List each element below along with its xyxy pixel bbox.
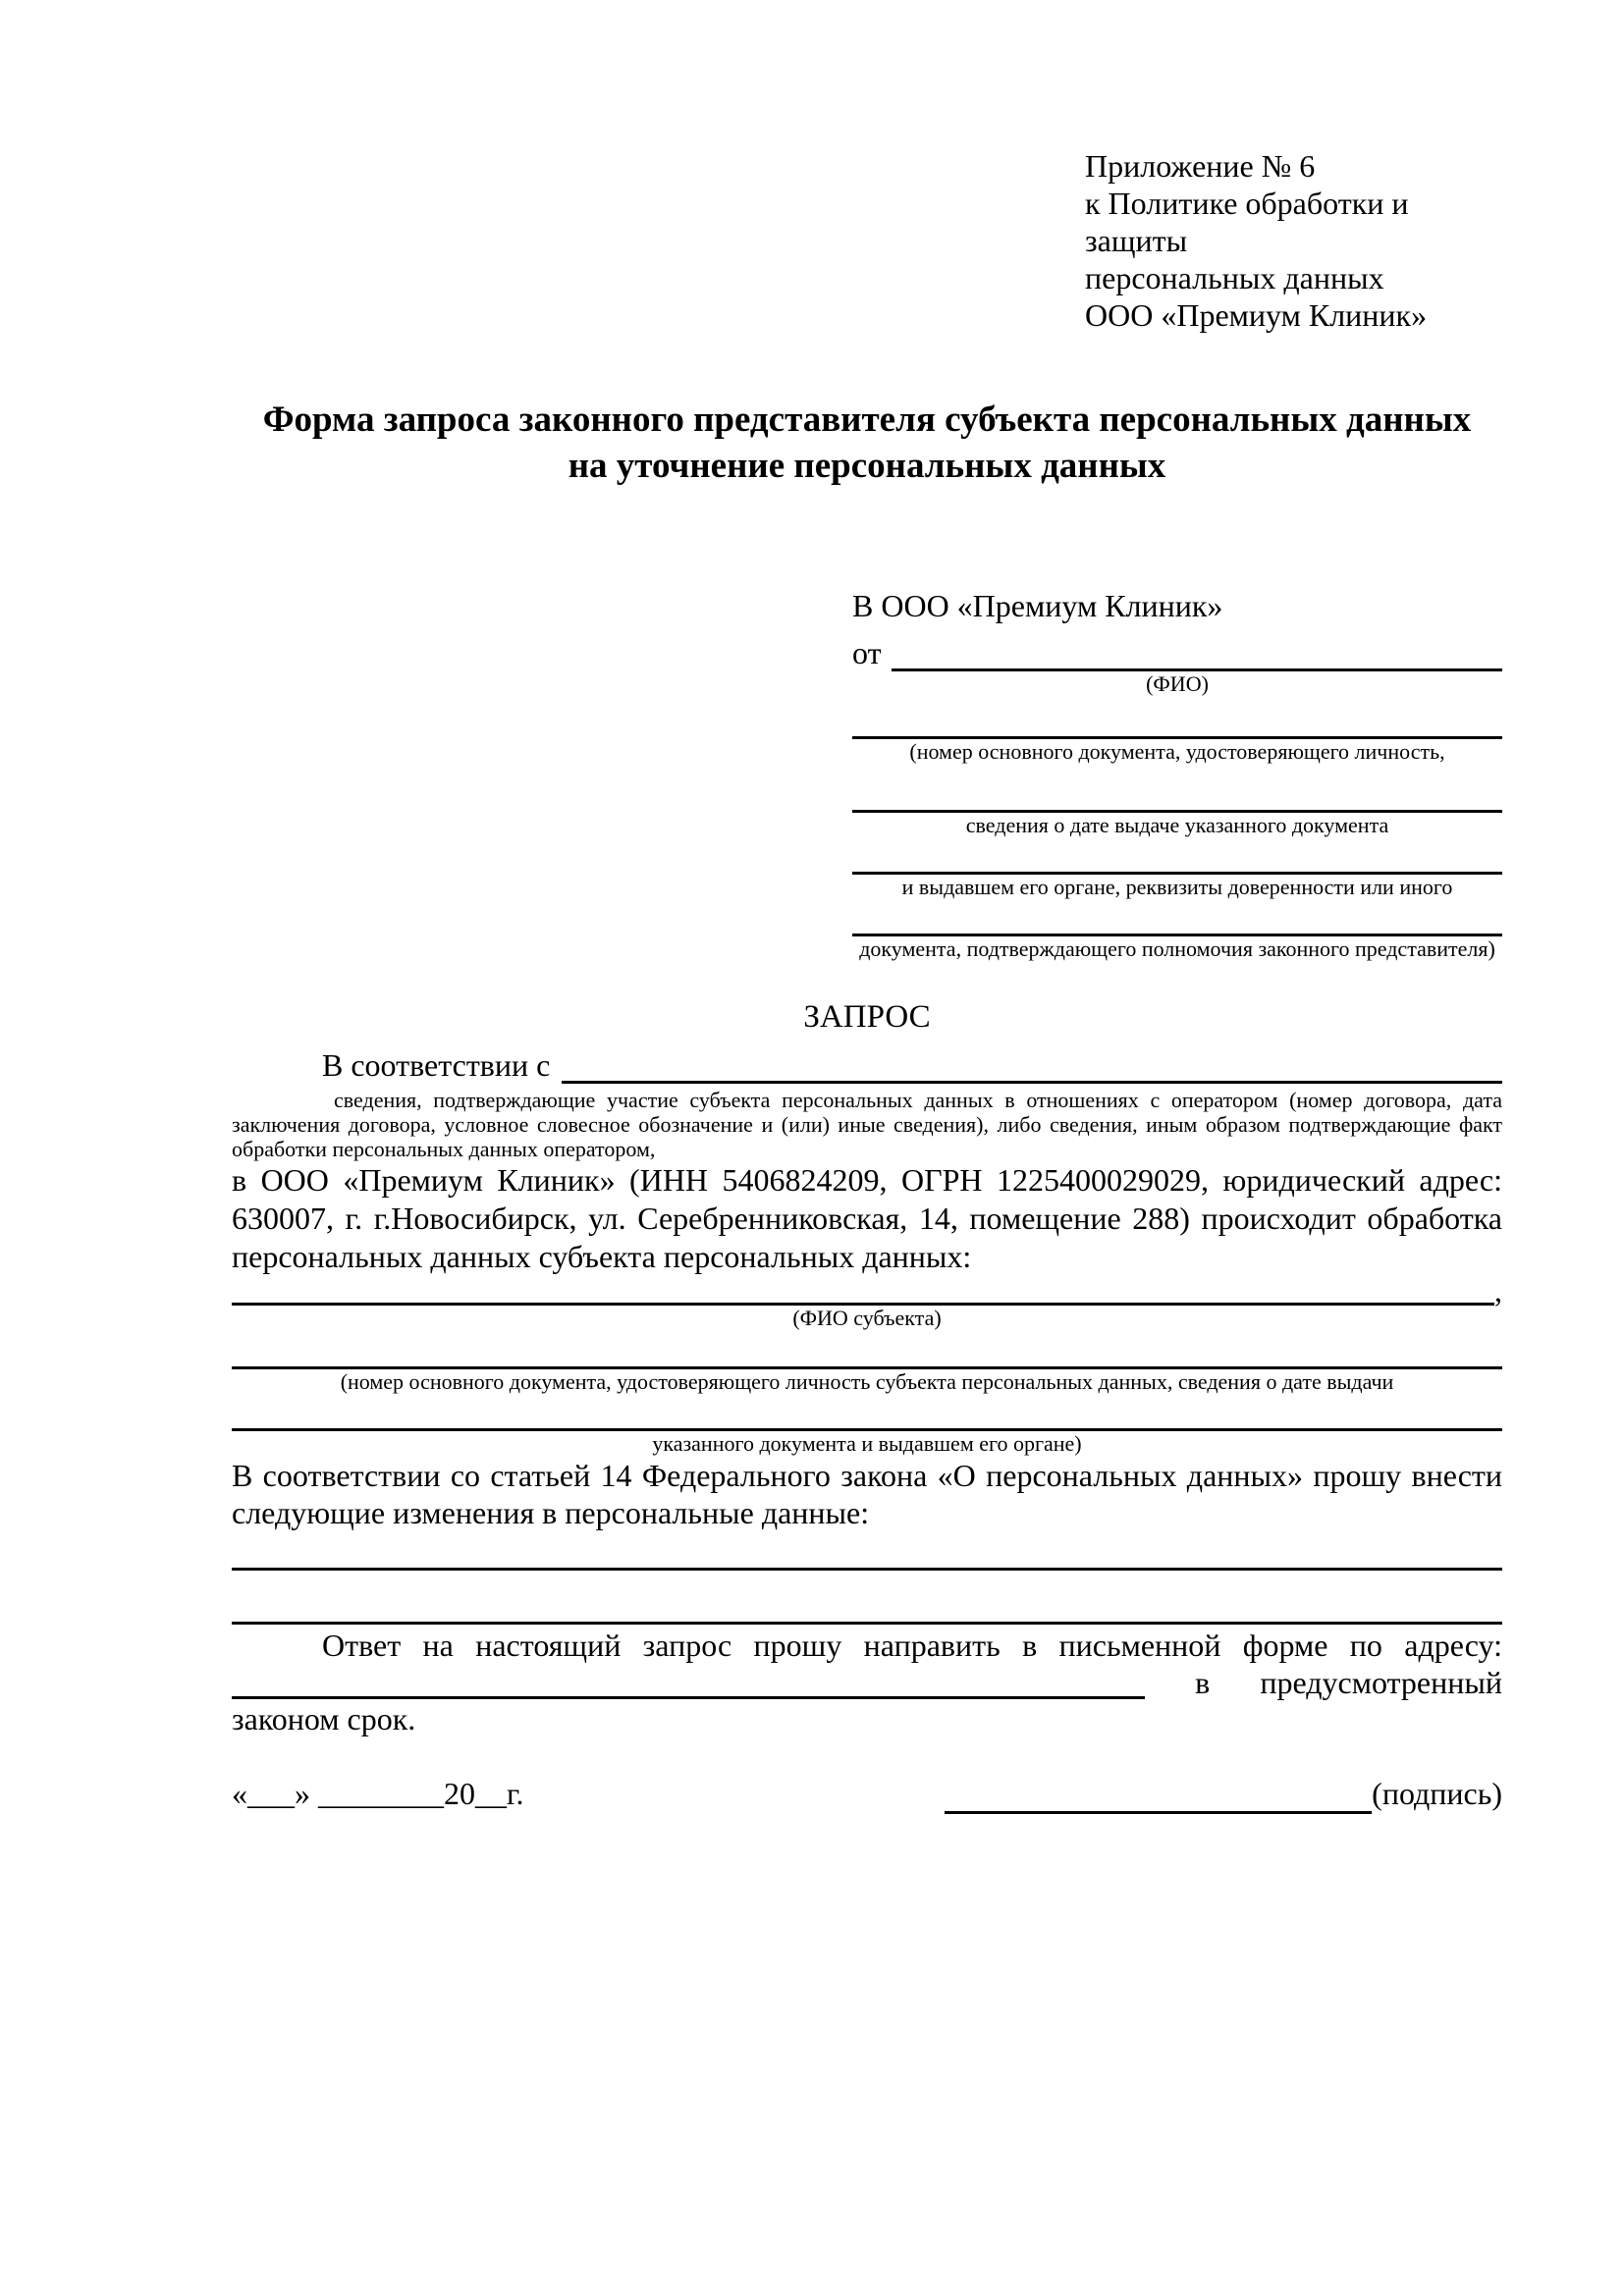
fio-caption: (ФИО) <box>1146 671 1209 696</box>
subject-fio-row <box>232 1273 1502 1308</box>
input-line-changes-2[interactable] <box>232 1571 1502 1625</box>
form-title <box>232 397 1502 489</box>
input-line-basis[interactable] <box>562 1050 1502 1084</box>
from-label: от <box>852 635 882 670</box>
signature-group <box>945 1773 1502 1814</box>
input-line-issue-date[interactable] <box>852 765 1502 813</box>
appendix-line: к Политике обработки и защиты <box>1085 186 1409 258</box>
reply-address-row <box>232 1666 1502 1699</box>
authority-document-caption: документа, подтверждающего полномочия законного представителя) <box>859 936 1495 961</box>
input-line-identity-document[interactable] <box>852 697 1502 739</box>
input-line-subject-fio[interactable] <box>232 1278 1494 1306</box>
input-line-subject-document2[interactable] <box>232 1395 1502 1431</box>
input-line-subject-document[interactable] <box>232 1331 1502 1369</box>
subject-document-caption: (номер основного документа, удостоверяющего личность субъекта персональных данных, сведения о дате выдачи <box>340 1369 1394 1394</box>
basis-note: сведения, подтверждающие участие субъекта персональных данных в отношениях с оператором (номер договора, дата заключения договора, условное словесное обозначение и (или) иные сведения), либо сведения, иным образом подтверждающие факт обработки персональных данных оператором, <box>232 1088 1502 1161</box>
input-line-reply-address[interactable] <box>232 1670 1145 1699</box>
appendix-line: ООО «Премиум Клиник» <box>1085 297 1428 333</box>
input-line-representative-fio[interactable] <box>892 636 1502 671</box>
input-line-signature[interactable] <box>945 1779 1372 1814</box>
issue-date-caption: сведения о дате выдаче указанного документа <box>965 813 1389 837</box>
subject-fio-caption: (ФИО субъекта) <box>792 1306 942 1330</box>
basis-label: В соответствии с <box>322 1047 551 1083</box>
reply-word-predusmotrennyj: предусмотренный <box>1260 1665 1502 1700</box>
reply-word-v: в <box>1195 1665 1211 1700</box>
request-body <box>232 997 1502 1738</box>
input-line-authority-document[interactable] <box>852 900 1502 936</box>
reply-paragraph-line1: Ответ на настоящий запрос прошу направить в письменной форме по адресу: <box>322 1628 1502 1663</box>
law-paragraph: В соответствии со статьей 14 Федерального закона «О персональных данных» прошу внести следующие изменения в персональные данные: <box>232 1458 1502 1530</box>
form-title-line2: на уточнение персональных данных <box>568 446 1166 486</box>
trailing-comma: , <box>1494 1273 1502 1308</box>
date-field[interactable]: «___» ________20__г. <box>232 1776 524 1811</box>
from-row <box>852 632 1502 671</box>
identity-document-caption: (номер основного документа, удостоверяющего личность, <box>909 739 1445 764</box>
input-line-issuing-authority[interactable] <box>852 838 1502 875</box>
subject-document-caption2: указанного документа и выдавшем его органе) <box>652 1431 1082 1456</box>
signature-caption: (подпись) <box>1372 1776 1502 1811</box>
addressee-org: В ООО «Премиум Клиник» <box>852 588 1223 623</box>
operator-paragraph: в ООО «Премиум Клиник» (ИНН 5406824209, ОГРН 1225400029029, юридический адрес: 630007, г. г.Новосибирск, ул. Серебренниковская, 14, помещение 288) происходит обработка персональных данных субъекта персональных данных: <box>232 1162 1502 1274</box>
appendix-line: Приложение № 6 <box>1085 148 1316 184</box>
reply-paragraph-line3: законом срок. <box>232 1701 416 1736</box>
issuing-authority-caption: и выдавшем его органе, реквизиты доверенности или иного <box>901 875 1453 899</box>
input-line-changes-1[interactable] <box>232 1531 1502 1571</box>
basis-row <box>232 1042 1502 1084</box>
appendix-block <box>1085 147 1517 334</box>
request-heading: ЗАПРОС <box>803 999 931 1035</box>
form-title-line1: Форма запроса законного представителя субъекта персональных данных <box>262 400 1472 440</box>
addressee-block <box>852 587 1502 962</box>
appendix-line: персональных данных <box>1085 260 1384 295</box>
signature-row <box>232 1773 1502 1814</box>
